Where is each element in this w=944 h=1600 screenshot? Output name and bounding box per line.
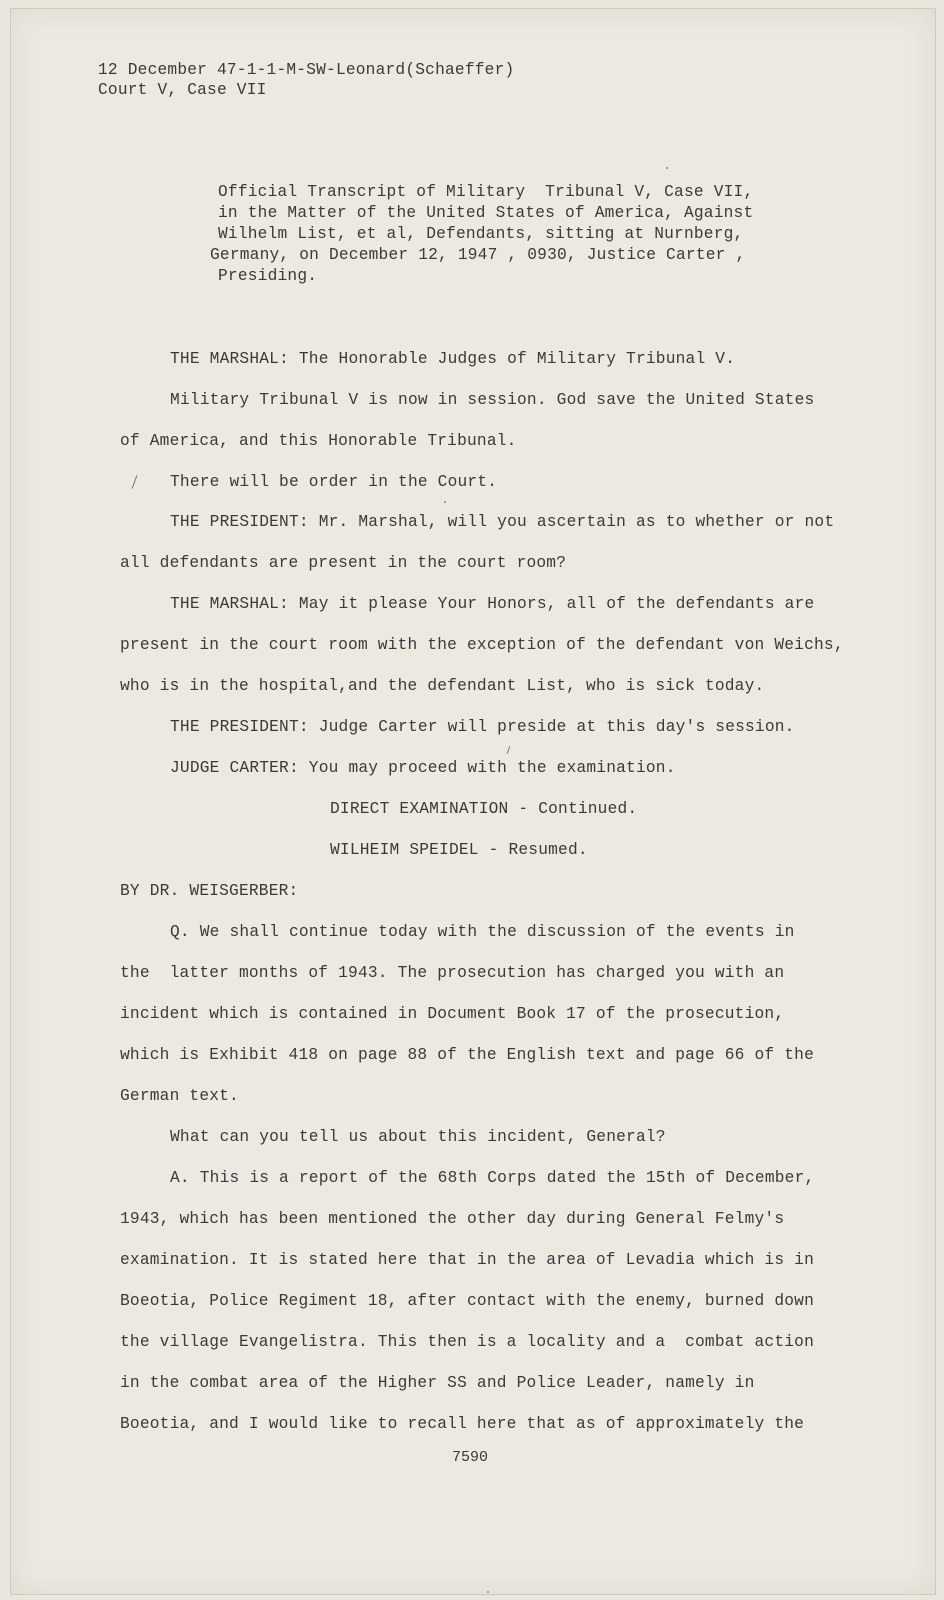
title-line-3: Wilhelm List, et al, Defendants, sitting at Nurnberg,: [218, 225, 744, 243]
body-line-06: all defendants are present in the court room?: [120, 554, 567, 572]
body-line-20: What can you tell us about this incident, General?: [170, 1128, 666, 1146]
body-line-24: Boeotia, Police Regiment 18, after contact with the enemy, burned down: [120, 1292, 814, 1310]
body-line-26: in the combat area of the Higher SS and Police Leader, namely in: [120, 1374, 755, 1392]
body-line-12: DIRECT EXAMINATION - Continued.: [330, 800, 638, 818]
body-line-01: THE MARSHAL: The Honorable Judges of Military Tribunal V.: [170, 350, 736, 368]
body-line-03: of America, and this Honorable Tribunal.: [120, 432, 517, 450]
header-line-1: 12 December 47-1-1-M-SW-Leonard(Schaeffer): [98, 61, 515, 79]
body-line-11: JUDGE CARTER: You may proceed with the examination.: [170, 759, 676, 777]
title-line-4: Germany, on December 12, 1947 , 0930, Justice Carter ,: [210, 246, 746, 264]
body-line-16: the latter months of 1943. The prosecution has charged you with an: [120, 964, 785, 982]
body-line-18: which is Exhibit 418 on page 88 of the English text and page 66 of the: [120, 1046, 814, 1064]
body-line-22: 1943, which has been mentioned the other day during General Felmy's: [120, 1210, 785, 1228]
page-number: 7590: [452, 1449, 489, 1466]
title-line-5: Presiding.: [218, 267, 318, 285]
body-line-19: German text.: [120, 1087, 239, 1105]
body-line-25: the village Evangelistra. This then is a locality and a combat action: [120, 1333, 814, 1351]
body-line-07: THE MARSHAL: May it please Your Honors, all of the defendants are: [170, 595, 815, 613]
body-line-02: Military Tribunal V is now in session. God save the United States: [170, 391, 815, 409]
paper-speck: [444, 501, 446, 503]
title-line-2: in the Matter of the United States of America, Against: [218, 204, 754, 222]
body-line-14: BY DR. WEISGERBER:: [120, 882, 299, 900]
body-line-08: present in the court room with the exception of the defendant von Weichs,: [120, 636, 844, 654]
body-line-10: THE PRESIDENT: Judge Carter will preside at this day's session.: [170, 718, 795, 736]
body-line-09: who is in the hospital,and the defendant List, who is sick today.: [120, 677, 765, 695]
body-line-27: Boeotia, and I would like to recall here that as of approximately the: [120, 1415, 805, 1433]
body-line-23: examination. It is stated here that in the area of Levadia which is in: [120, 1251, 814, 1269]
body-line-15: Q. We shall continue today with the discussion of the events in: [170, 923, 795, 941]
body-line-21: A. This is a report of the 68th Corps dated the 15th of December,: [170, 1169, 815, 1187]
paper-speck: [487, 1591, 489, 1593]
paper-speck: [666, 167, 668, 169]
body-line-17: incident which is contained in Document Book 17 of the prosecution,: [120, 1005, 785, 1023]
title-line-1: Official Transcript of Military Tribunal V, Case VII,: [218, 183, 754, 201]
body-line-04: There will be order in the Court.: [170, 473, 498, 491]
header-line-2: Court V, Case VII: [98, 81, 267, 99]
body-line-05: THE PRESIDENT: Mr. Marshal, will you ascertain as to whether or not: [170, 513, 835, 531]
body-line-13: WILHEIM SPEIDEL - Resumed.: [330, 841, 588, 859]
